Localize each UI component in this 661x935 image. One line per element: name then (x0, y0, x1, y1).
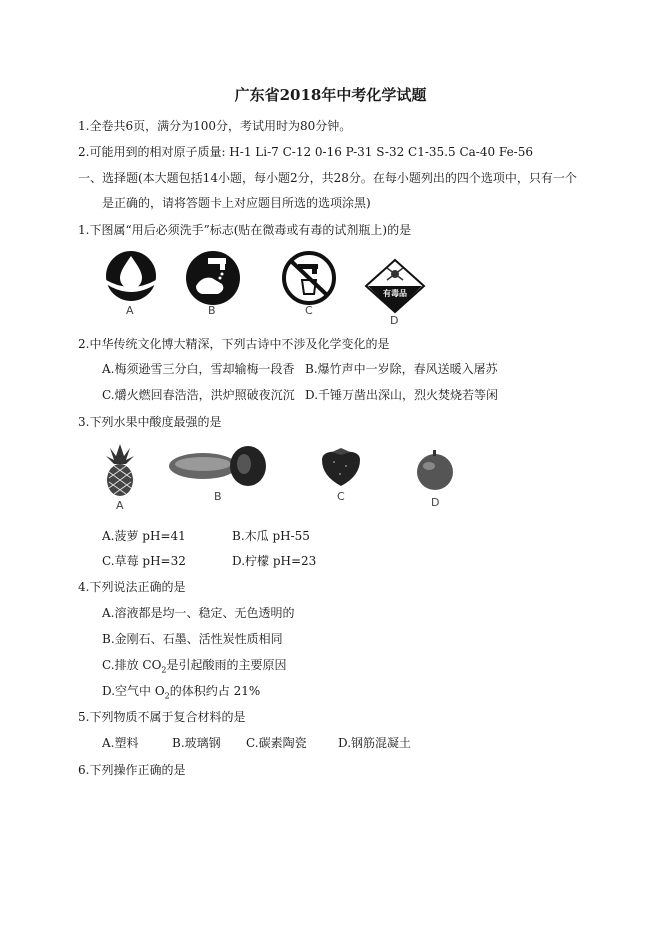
page-title: 广东省2018年中考化学试题 (234, 86, 427, 104)
section-heading-line1: 一、选择题(本大题包括14小题，每小题2分，共28分。在每小题列出的四个选项中，只有一个 (78, 171, 577, 185)
q2-option-d: D.千锤万凿出深山，烈火焚烧若等闲 (305, 388, 499, 402)
section-heading-line2: 是正确的，请将答题卡上对应题目所选的选项涂黑) (102, 196, 371, 210)
q1-figure-b-handwash-icon (182, 250, 244, 308)
q3-label-d: D (431, 496, 440, 509)
q3-option-a: A.菠萝 pH=41 (102, 529, 186, 543)
note-2: 2.可能用到的相对原子质量: H-1 Li-7 C-12 0-16 P-31 S-32 C1-35.5 Ca-40 Fe-56 (78, 145, 534, 159)
q5-option-a: A.塑料 (102, 736, 139, 750)
q2-option-b: B.爆竹声中一岁除，春风送暖入屠苏 (305, 362, 498, 376)
q3-option-b: B.木瓜 pH-55 (232, 529, 310, 543)
q1-stem: 1.下图属“用后必须洗手”标志(贴在微毒或有毒的试剂瓶上)的是 (78, 223, 412, 237)
q4-option-a: A.溶液都是均一、稳定、无色透明的 (102, 606, 295, 620)
q1-figure-c-no-drinking-icon (278, 250, 340, 308)
q1-label-c: C (305, 304, 313, 317)
q1-label-d: D (390, 314, 399, 327)
q3-figure-b-papaya (168, 442, 274, 490)
q4-option-c (102, 657, 287, 678)
note-1: 1.全卷共6页，满分为100分，考试用时为80分钟。 (78, 119, 352, 133)
q4-stem: 4.下列说法正确的是 (78, 580, 186, 594)
q3-label-c: C (337, 490, 345, 503)
q5-option-c: C.碳素陶瓷 (246, 736, 307, 750)
q4-option-d-subscript: 2 (164, 691, 170, 701)
q3-figure-a-pineapple (100, 442, 140, 498)
q2-option-c: C.爝火燃回春浩浩，洪炉照破夜沉沉 (102, 388, 295, 402)
q5-stem: 5.下列物质不属于复合材料的是 (78, 710, 246, 724)
q1-figure-d-poison-icon (360, 256, 430, 316)
q5-option-d: D.钢筋混凝土 (338, 736, 412, 750)
q4-option-c-pre: C.排放 CO (102, 658, 162, 672)
q3-figure-d-lemon (414, 448, 456, 492)
q3-figure-c-strawberry (318, 446, 364, 488)
q4-option-b: B.金刚石、石墨、活性炭性质相同 (102, 632, 283, 646)
q5-option-b: B.玻璃钢 (172, 736, 221, 750)
q4-option-d-pre: D.空气中 O (102, 684, 165, 698)
q2-option-a: A.梅须逊雪三分白，雪却输梅一段香 (102, 362, 295, 376)
q1-label-a: A (126, 304, 134, 317)
q2-stem: 2.中华传统文化博大精深，下列古诗中不涉及化学变化的是 (78, 337, 390, 351)
q1-label-b: B (208, 304, 216, 317)
q3-label-a: A (116, 499, 124, 512)
q4-option-c-post: 是引起酸雨的主要原因 (166, 658, 287, 672)
q6-stem: 6.下列操作正确的是 (78, 763, 186, 777)
q4-option-d-post: 的体积约占 21% (169, 684, 261, 698)
q3-label-b: B (214, 490, 222, 503)
q4-option-d (102, 683, 260, 704)
q1-poison-label: 有毒品 (383, 289, 407, 298)
q3-option-d: D.柠檬 pH=23 (232, 554, 317, 568)
q3-stem: 3.下列水果中酸度最强的是 (78, 415, 222, 429)
q1-figure-a-drop-icon (100, 250, 162, 306)
q4-option-c-subscript: 2 (161, 665, 167, 675)
q3-option-c: C.草莓 pH=32 (102, 554, 186, 568)
